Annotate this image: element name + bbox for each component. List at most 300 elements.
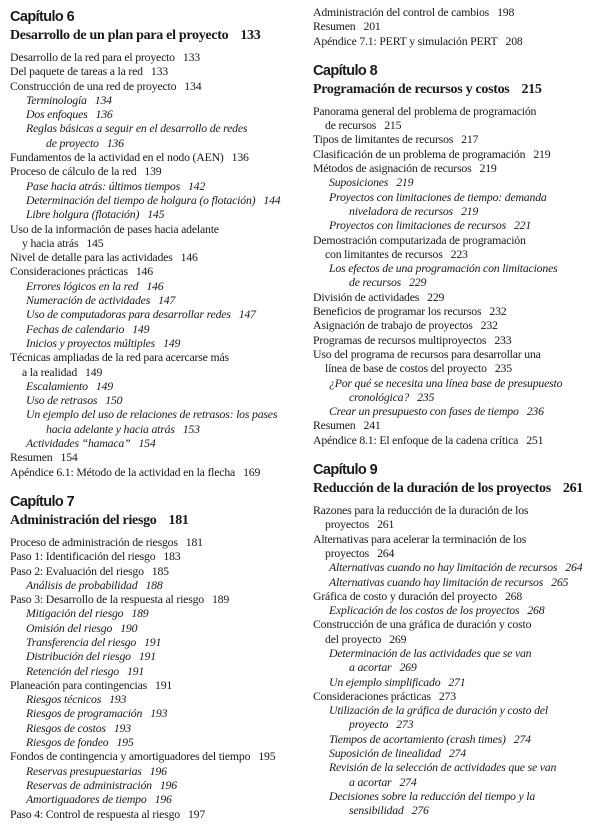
toc-entry-page: 196 [154,792,172,807]
toc-entry-page: 150 [105,393,123,408]
toc-entry-line [10,79,295,93]
toc-entry-text: Riesgos de costos [26,720,106,735]
chapter-title [10,26,295,46]
toc-entry-line [313,418,598,432]
toc-entry-continuation: niveladora de recursos [349,203,453,218]
toc-entry-page: 221 [513,218,532,233]
toc-entry [313,233,598,262]
toc-entry [313,603,598,617]
toc-entry-continuation: a acortar [349,660,392,675]
toc-entry-text: Alternativas cuando no hay limitación de recursos [329,560,558,575]
toc-entry-line [10,592,295,606]
chapter-page: 133 [240,28,261,43]
toc-entry-page: 232 [480,318,498,333]
toc-entry-page: 196 [149,763,167,778]
toc-entry [313,304,598,318]
toc-entry [313,261,598,290]
toc-entry [313,290,598,304]
toc-entry [10,721,295,735]
toc-entry-text: Retención del riesgo [26,663,119,678]
toc-entry-text: Apéndice 6.1: Método de la actividad en la flecha [10,464,236,479]
toc-entry-page: 146 [180,250,198,265]
toc-entry-line [10,792,295,806]
toc-entry-text: Tiempos de acortamiento (crash times) [329,731,506,746]
toc-entry [313,104,598,133]
toc-entry-page: 154 [60,450,78,465]
toc-entry-page: 219 [533,146,551,161]
toc-entry-continuation: proyectos [325,545,370,560]
toc-entry-page: 191 [144,634,162,649]
toc-entry [10,350,295,379]
toc-entry-line [10,807,295,821]
toc-entry [10,207,295,221]
toc-entry-text: Pase hacia atrás: últimos tiempos [26,178,180,193]
toc-entry-text: Amortiguadores de tiempo [26,792,147,807]
toc-entry-text: Riesgos de programación [26,706,143,721]
toc-entry-line [10,635,295,649]
toc-entry-text: Proceso de administración de riesgos [10,534,178,549]
toc-entry-line [10,107,295,121]
toc-entry [313,575,598,589]
toc-entry-page: 136 [106,135,124,150]
toc-entry-text: Utilización de la gráfica de duración y costo del [329,703,548,718]
toc-entry-page: 136 [95,107,113,122]
toc-entry-text: Fechas de calendario [26,321,125,336]
toc-entry-page: 217 [461,132,479,147]
toc-entry-text: Paso 1: Identificación del riesgo [10,549,156,564]
toc-entry-line [313,233,598,247]
toc-entry-line [10,535,295,549]
toc-entry-line [10,350,295,364]
toc-entry-text: Fondos de contingencia y amortiguadores del tiempo [10,749,251,764]
toc-entry [10,621,295,635]
toc-entry [10,778,295,792]
toc-entry-text: Paso 3: Desarrollo de la respuesta al riesgo [10,592,204,607]
toc-entry-text: Revisión de la selección de actividades que se van [329,760,557,775]
toc-entry [313,532,598,561]
toc-entry-continuation: hacia adelante y hacia atrás [46,421,175,436]
toc-entry-page: 146 [135,264,153,279]
toc-entry-continuation: y hacia atrás [22,235,79,250]
toc-entry-line [10,621,295,635]
toc-entry-page: 188 [145,577,163,592]
toc-entry-page: 147 [238,307,256,322]
toc-entry-line [313,775,598,789]
chapter-section [10,493,295,821]
toc-entry-line [10,436,295,450]
toc-entry [313,689,598,703]
toc-entry-page: 153 [182,421,200,436]
toc-entry [313,147,598,161]
toc-entry-text: Del paquete de tareas a la red [10,64,143,79]
toc-entry-line [313,789,598,803]
toc-entry-line [10,250,295,264]
toc-entry-page: 195 [116,735,134,750]
toc-entry-text: Razones para la reducción de la duración de los [313,503,529,518]
toc-entry-text: Los efectos de una programación con limitaciones [329,261,558,276]
toc-entry [10,564,295,578]
toc-entry-line [10,692,295,706]
toc-entry-text: Gráfica de costo y duración del proyecto [313,588,497,603]
toc-entry-page: 198 [497,5,515,19]
toc-entry-line [10,336,295,350]
toc-entry [10,107,295,121]
chapter-section [313,5,598,48]
toc-entry-line [313,304,598,318]
toc-entry-page: 190 [120,620,138,635]
chapter-title [313,479,598,499]
toc-entry-text: Programas de recursos multiproyectos [313,332,487,347]
toc-entry-text: Dos enfoques [26,107,88,122]
chapter-page: 215 [521,81,542,97]
toc-entry [10,436,295,450]
toc-entry-line [313,34,598,48]
toc-entry-line [313,660,598,674]
toc-entry-text: ¿Por qué se necesita una línea base de presupuesto [329,375,563,390]
toc-entry-page: 189 [211,592,230,607]
toc-entry-text: Técnicas ampliadas de la red para acercarse más [10,350,229,365]
toc-entry-continuation: a la realidad [22,364,78,379]
toc-entry-text: Proyectos con limitaciones de recursos [329,218,506,233]
toc-entry-line [10,365,295,379]
toc-entry-line [313,204,598,218]
toc-entry-line [313,19,598,33]
toc-entry [313,760,598,789]
toc-entry-text: Numeración de actividades [26,293,151,308]
toc-entry-continuation: con limitantes de recursos [325,246,443,261]
toc-entry-text: Tipos de limitantes de recursos [313,132,454,147]
toc-entry-page: 219 [396,175,414,190]
chapter-label: Capítulo 7 [10,493,75,510]
toc-entry-page: 197 [187,806,206,821]
toc-entry-page: 193 [109,692,127,707]
toc-entry-line [10,706,295,720]
toc-entry-line [313,247,598,261]
toc-entry [10,549,295,563]
toc-entry-line [313,5,598,19]
toc-entry [10,150,295,164]
toc-entry-line [313,675,598,689]
toc-entry-text: Uso de computadoras para desarrollar redes [26,307,231,322]
toc-entry-line [10,735,295,749]
toc-entry-line [10,136,295,150]
toc-entry-page: 274 [399,774,417,789]
toc-entry-page: 149 [163,335,181,350]
toc-entry [10,649,295,663]
toc-entry-text: Clasificación de un problema de programación [313,146,526,161]
toc-entry-line [10,322,295,336]
toc-entry-line [10,207,295,221]
toc-entry [10,179,295,193]
toc-entry [10,250,295,264]
toc-entry-page: 196 [159,777,177,792]
toc-entry [313,318,598,332]
toc-entry-text: Proyectos con limitaciones de tiempo: demanda [329,189,547,204]
toc-entry-line [313,589,598,603]
toc-entry-line [313,347,598,361]
toc-entry-page: 208 [505,33,523,48]
toc-entry [10,193,295,207]
toc-entry-page: 271 [448,674,466,689]
toc-entry-text: Decisiones sobre la reducción del tiempo y la [329,788,536,803]
toc-entry-text: División de actividades [313,289,420,304]
toc-entry [10,792,295,806]
toc-entry [313,333,598,347]
toc-entry-page: 193 [150,706,168,721]
chapter-section [313,62,598,447]
toc-entry-line [313,503,598,517]
toc-entry-page: 149 [132,321,150,336]
toc-entry-line [313,404,598,418]
toc-entry-text: Libre holgura (flotación) [26,207,140,222]
toc-entry-text: Métodos de asignación de recursos [313,161,472,176]
toc-entry-page: 273 [438,688,456,703]
toc-entry-line [10,649,295,663]
toc-entry-line [10,293,295,307]
toc-entry-line [10,664,295,678]
toc-entry-page: 219 [460,203,479,218]
toc-entry-line [313,118,598,132]
toc-entry-text: Suposición de linealidad [329,746,441,761]
toc-entry-text: Uso del programa de recursos para desarrollar una [313,346,541,361]
toc-entry-line [10,179,295,193]
chapter-title-text: Desarrollo de un plan para el proyecto [10,28,229,43]
chapter-label: Capítulo 6 [10,9,75,25]
toc-entry-continuation: a acortar [349,774,392,789]
toc-entry [313,161,598,175]
toc-entry [10,307,295,321]
toc-entry [10,336,295,350]
toc-entry [10,79,295,93]
toc-entry-page: 134 [94,92,112,107]
toc-entry-line [10,50,295,64]
toc-entry-continuation: sensibilidad [349,803,404,818]
toc-entry [10,764,295,778]
toc-entry-text: Reglas básicas a seguir en el desarrollo de redes [26,121,248,136]
toc-entry-text: Uso de la información de pases hacia adelante [10,221,219,236]
toc-entry-page: 235 [494,361,512,376]
toc-entry [313,746,598,760]
toc-entry-text: Construcción de una gráfica de duración y costo [313,617,532,632]
toc-entry-text: Fundamentos de la actividad en el nodo (AEN) [10,150,224,165]
toc-entry-text: Suposiciones [329,175,389,190]
toc-entry-page: 185 [151,563,169,578]
toc-column-right [313,5,598,832]
toc-entry-page: 236 [526,404,544,419]
toc-entry [10,635,295,649]
toc-entry-text: Uso de retrasos [26,393,98,408]
toc-entry [10,692,295,706]
toc-entry [10,606,295,620]
toc-entry-line [313,532,598,546]
toc-entry-text: Resumen [10,450,53,465]
toc-entry [10,664,295,678]
toc-entry [313,132,598,146]
toc-entry [10,735,295,749]
toc-entry-page: 189 [131,606,149,621]
toc-entry-line [313,546,598,560]
toc-entry-continuation: de recursos [325,118,377,133]
toc-entry [313,732,598,746]
toc-entry-continuation: de proyecto [46,135,99,150]
toc-entry-line [10,279,295,293]
toc-entry-line [313,390,598,404]
toc-entry-text: Crear un presupuesto con fases de tiempo [329,404,519,419]
toc-entry-page: 191 [138,649,156,664]
chapter-title-text: Administración del riesgo [10,512,157,528]
toc-entry-page: 273 [396,717,414,732]
toc-entry-text: Beneficios de programar los recursos [313,304,482,319]
toc-entry-page: 241 [363,418,381,433]
toc-entry-line [313,290,598,304]
toc-entry-page: 169 [243,464,261,479]
toc-entry-page: 235 [417,389,435,404]
toc-entry-text: Resumen [313,418,356,433]
chapter-label: Capítulo 8 [313,62,378,79]
toc-entry [313,404,598,418]
toc-entry [10,93,295,107]
toc-entry-page: 146 [146,278,164,293]
toc-entry-line [10,264,295,278]
toc-entry-page: 136 [231,150,249,165]
toc-entry-page: 269 [389,631,407,646]
toc-entry-text: Riesgos de fondeo [26,735,109,750]
toc-entry-page: 268 [504,588,523,603]
chapter-section [313,461,598,818]
toc-entry-page: 269 [399,660,417,675]
toc-entry-text: Asignación de trabajo de proyectos [313,318,473,333]
toc-entry-line [313,746,598,760]
toc-entry-text: Administración del control de cambios [313,5,490,19]
toc-entry-page: 191 [126,663,145,678]
toc-entry-page: 201 [363,19,381,34]
toc-entry-line [10,121,295,135]
toc-entry-line [313,132,598,146]
toc-entry [10,264,295,278]
toc-entry-line [10,93,295,107]
toc-entry-text: Actividades “hamaca” [26,436,131,451]
toc-entry-page: 195 [258,749,276,764]
toc-entry [313,646,598,675]
toc-entry [313,503,598,532]
toc-entry [10,407,295,436]
toc-entry-line [10,64,295,78]
toc-entry-line [313,603,598,617]
toc-entry-line [10,193,295,207]
toc-entry-page: 223 [450,246,468,261]
toc-entry-line [313,732,598,746]
toc-entry-text: Demostración computarizada de programación [313,232,526,247]
toc-entry-page: 145 [86,235,104,250]
toc-entry-line [313,433,598,447]
toc-entry-text: Alternativas para acelerar la terminación de los [313,531,527,546]
toc-entry-page: 144 [263,192,281,207]
toc-entry-page: 191 [155,677,173,692]
toc-entry [10,807,295,821]
toc-entry-line [10,407,295,421]
toc-entry-line [313,190,598,204]
toc-entry-line [10,236,295,250]
toc-entry-line [313,717,598,731]
toc-entry-continuation: proyecto [349,717,389,732]
toc-entry-line [10,379,295,393]
toc-entry-line [10,465,295,479]
toc-entry-line [313,760,598,774]
toc-entry [313,433,598,447]
toc-entry-continuation: línea de base de costos del proyecto [325,361,487,376]
toc-entry-line [313,646,598,660]
toc-entry [10,578,295,592]
toc-entry-text: Apéndice 7.1: PERT y simulación PERT [313,33,498,48]
toc-entry-page: 274 [448,746,466,761]
toc-entry-page: 229 [409,275,427,290]
toc-entry-line [313,104,598,118]
toc-entry-text: Reservas de administración [26,777,152,792]
toc-entry-text: Un ejemplo del uso de relaciones de retrasos: los pases [26,407,278,422]
toc-entry-text: Construcción de una red de proyecto [10,78,177,93]
toc-entry-text: Determinación del tiempo de holgura (o flotación) [26,192,256,207]
toc-entry-line [313,147,598,161]
toc-entry [313,675,598,689]
toc-entry-text: Proceso de cálculo de la red [10,164,137,179]
toc-entry [10,121,295,150]
toc-entry-continuation: proyectos [325,517,370,532]
toc-entry [313,418,598,432]
toc-entry [10,322,295,336]
toc-entry [10,222,295,251]
toc-entry-text: Reservas presupuestarias [26,763,142,778]
toc-entry-line [10,564,295,578]
toc-entry-page: 139 [144,164,162,179]
toc-entry-line [10,549,295,563]
toc-entry-text: Panorama general del problema de programación [313,103,537,118]
toc-entry-line [313,517,598,531]
toc-entry [313,19,598,33]
toc-entry-text: Un ejemplo simplificado [329,674,441,689]
toc-entry-text: Alternativas cuando hay limitación de recursos [329,574,544,589]
toc-entry [10,465,295,479]
toc-entry [10,592,295,606]
toc-entry [313,617,598,646]
toc-entry [10,64,295,78]
toc-entry-line [10,578,295,592]
toc-entry-page: 264 [565,560,583,575]
chapter-section [10,8,295,479]
toc-entry-line [313,560,598,574]
toc-entry [10,706,295,720]
toc-entry-page: 229 [427,289,445,304]
toc-entry-line [313,275,598,289]
toc-entry [313,376,598,405]
toc-entry-line [313,175,598,189]
toc-entry-page: 251 [526,432,544,447]
toc-entry-text: Paso 2: Evaluación del riesgo [10,563,144,578]
toc-entry-page: 264 [377,545,395,560]
toc-entry-line [313,632,598,646]
toc-entry-page: 142 [187,178,206,193]
toc-entry-text: Mitigación del riesgo [26,606,124,621]
toc-entry-line [10,307,295,321]
toc-entry-page: 133 [150,64,168,79]
toc-entry-continuation: de recursos [349,275,402,290]
toc-entry [313,218,598,232]
toc-entry-text: Determinación de las actividades que se van [329,645,532,660]
toc-entry [313,703,598,732]
toc-entry-text: Resumen [313,19,356,34]
toc-entry-page: 193 [113,720,131,735]
toc-entry-text: Riesgos técnicos [26,692,102,707]
toc-entry-page: 276 [411,803,429,818]
